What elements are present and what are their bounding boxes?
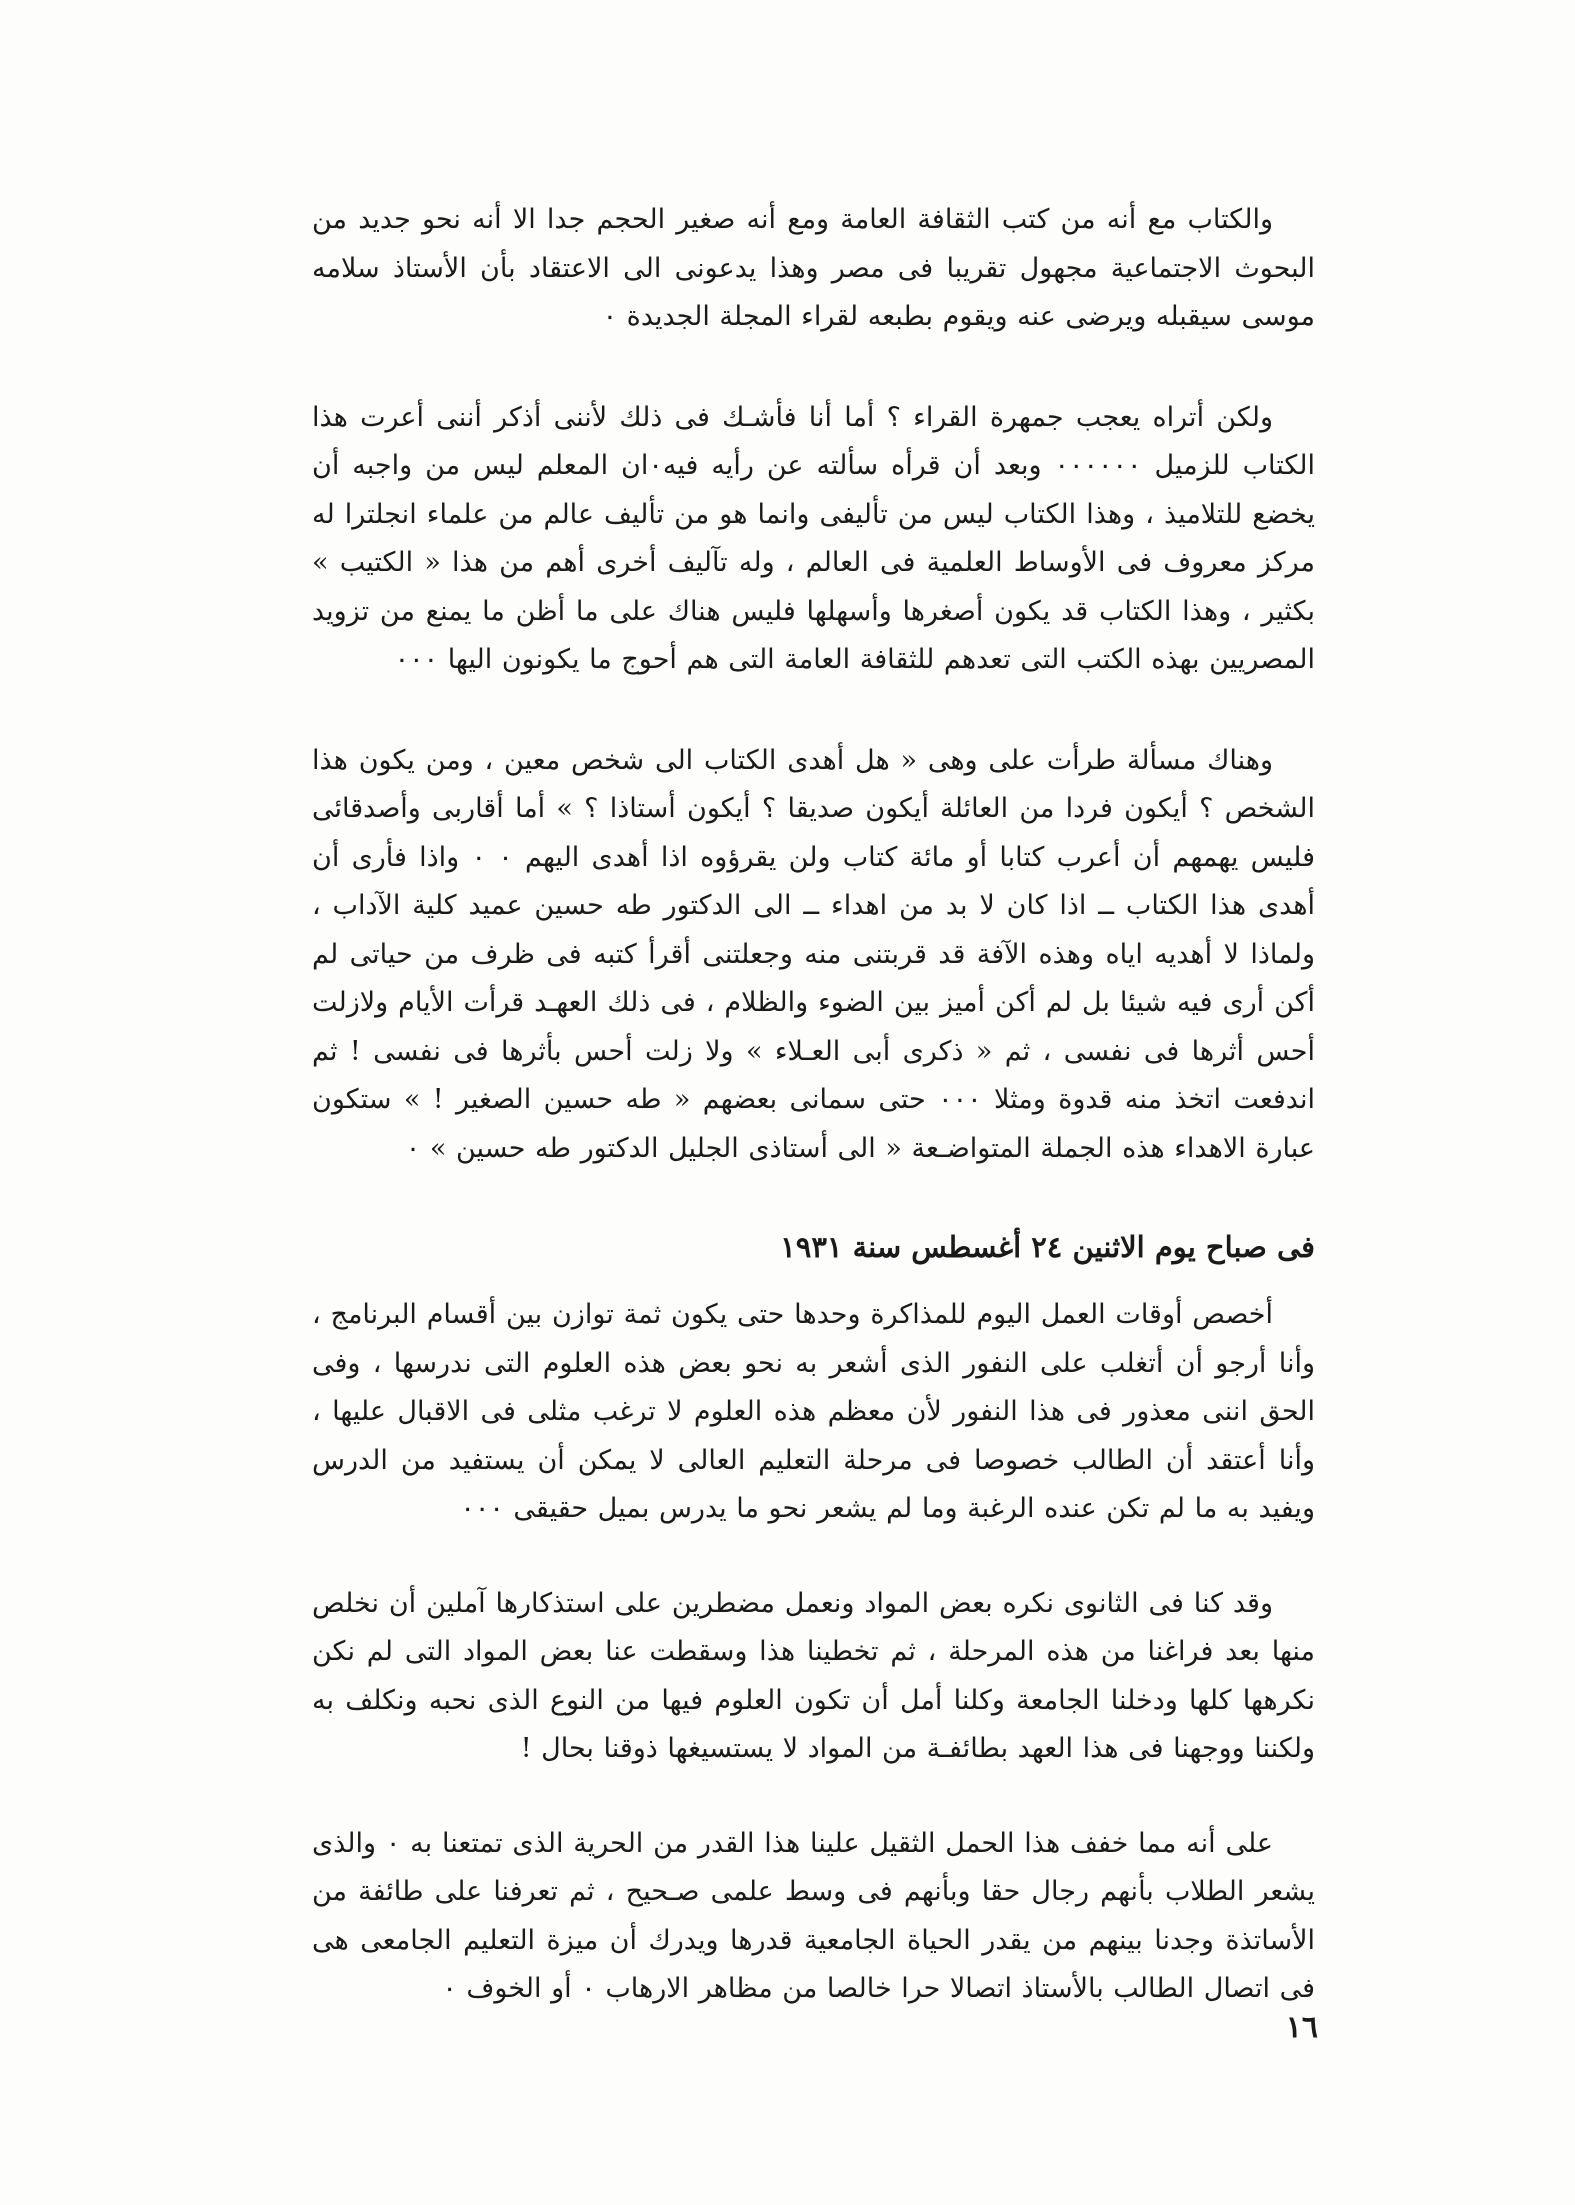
paragraph-3: وهناك مسألة طرأت على وهى « هل أهدى الكتاب الى شخص معين ، ومن يكون هذا الشخص ؟ أيكون فردا من العائلة أيكون صديقا ؟ أيكون أستاذا ؟ » أما أقاربى وأصدقائى فليس يهمهم أن أعرب كتابا أو مائة كتاب ولن يقرؤوه اذا أهدى اليهم ٠ ٠ واذا فأرى أن أهدى هذا الكتاب ــ اذا كان لا بد من اهداء ــ الى الدكتور طه حسين عميد كلية الآداب ، ولماذا لا أهديه اياه وهذه الآفة قد قربتنى منه وجعلتنى أقرأ كتبه فى ظرف من حياتى لم أكن أرى فيه شيئا بل لم أكن أميز بين الضوء والظلام ، فى ذلك العهـد قرأت الأيام ولازلت أحس أثرها فى نفسى ، ثم « ذكرى أبى العـلاء » ولا زلت أحس بأثرها فى نفسى ! ثم اندفعت اتخذ منه قدوة ومثلا ٠٠٠ حتى سمانى بعضهم « طه حسين الصغير ! » ستكون عبارة الاهداء هذه الجملة المتواضـعة « الى أستاذى الجليل الدكتور طه حسين » ٠ <box>312 744 1316 1164</box>
paragraph-2: ولكن أتراه يعجب جمهرة القراء ؟ أما أنا فأشـك فى ذلك لأننى أذكر أننى أعرت هذا الكتاب للزميل ٠٠٠٠٠٠ وبعد أن قرأه سألته عن رأيه فيه٠ان المعلم ليس من واجبه أن يخضع للتلاميذ ، وهذا الكتاب ليس من تأليفى وانما هو من تأليف عالم من علماء انجلترا له مركز معروف فى الأوساط العلمية فى العالم ، وله تآليف أخرى أهم من هذا « الكتيب » بكثير ، وهذا الكتاب قد يكون أصغرها وأسهلها فليس هناك على ما أظن ما يمنع من تزويد المصريين بهذه الكتب التى تعدهم للثقافة العامة التى هم أحوج ما يكونون اليها ٠٠٠ <box>312 401 1316 675</box>
page-number: ١٦ <box>1285 2010 1318 2045</box>
paragraph-1: والكتاب مع أنه من كتب الثقافة العامة ومع أنه صغير الحجم جدا الا أنه نحو جديد من البحوث الاجتماعية مجهول تقريبا فى مصر وهذا يدعونى الى الاعتقاد بأن الأستاذ سلامه موسى سيقبله ويرضى عنه ويقوم بطبعه لقراء المجلة الجديدة ٠ <box>312 204 1315 332</box>
paragraph-6: على أنه مما خفف هذا الحمل الثقيل علينا هذا القدر من الحرية الذى تمتعنا به ٠ والذى يشعر الطلاب بأنهم رجال حقا وبأنهم فى وسط علمى صـحيح ، ثم تعرفنا على طائفة من الأساتذة وجدنا بينهم من يقدر الحياة الجامعية قدرها ويدرك أن ميزة التعليم الجامعى هى فى اتصال الطالب بالأستاذ اتصالا حرا خالصا من مظاهر الارهاب ٠ أو الخوف ٠ <box>312 1827 1315 2004</box>
paragraph-4: أخصص أوقات العمل اليوم للمذاكرة وحدها حتى يكون ثمة توازن بين أقسام البرنامج ، وأنا أرجو أن أتغلب على النفور الذى أشعر به نحو بعض هذه العلوم التى ندرسها ، وفى الحق اننى معذور فى هذا النفور لأن معظم هذه العلوم لا ترغب مثلى فى الاقبال عليها ، وأنا أعتقد أن الطالب خصوصا فى مرحلة التعليم العالى لا يمكن أن يستفيد من الدرس ويفيد به ما لم تكن عنده الرغبة وما لم يشعر نحو ما يدرس بميل حقيقى ٠٠٠ <box>312 1299 1315 1524</box>
section-heading: فى صباح يوم الاثنين ٢٤ أغسطس سنة ١٩٣١ <box>780 1230 1315 1264</box>
body-text <box>312 196 1315 2060</box>
paragraph-5: وقد كنا فى الثانوى نكره بعض المواد ونعمل مضطرين على استذكارها آملين أن نخلص منها بعد فراغنا من هذه المرحلة ، ثم تخطينا هذا وسقطت عنا بعض المواد التى لم نكن نكرهها كلها ودخلنا الجامعة وكلنا أمل أن تكون العلوم فيها من النوع الذى نحبه ونكلف به ولكننا ووجهنا فى هذا العهد بطائفـة من المواد لا يستسيغها ذوقنا بحال ! <box>312 1587 1315 1764</box>
